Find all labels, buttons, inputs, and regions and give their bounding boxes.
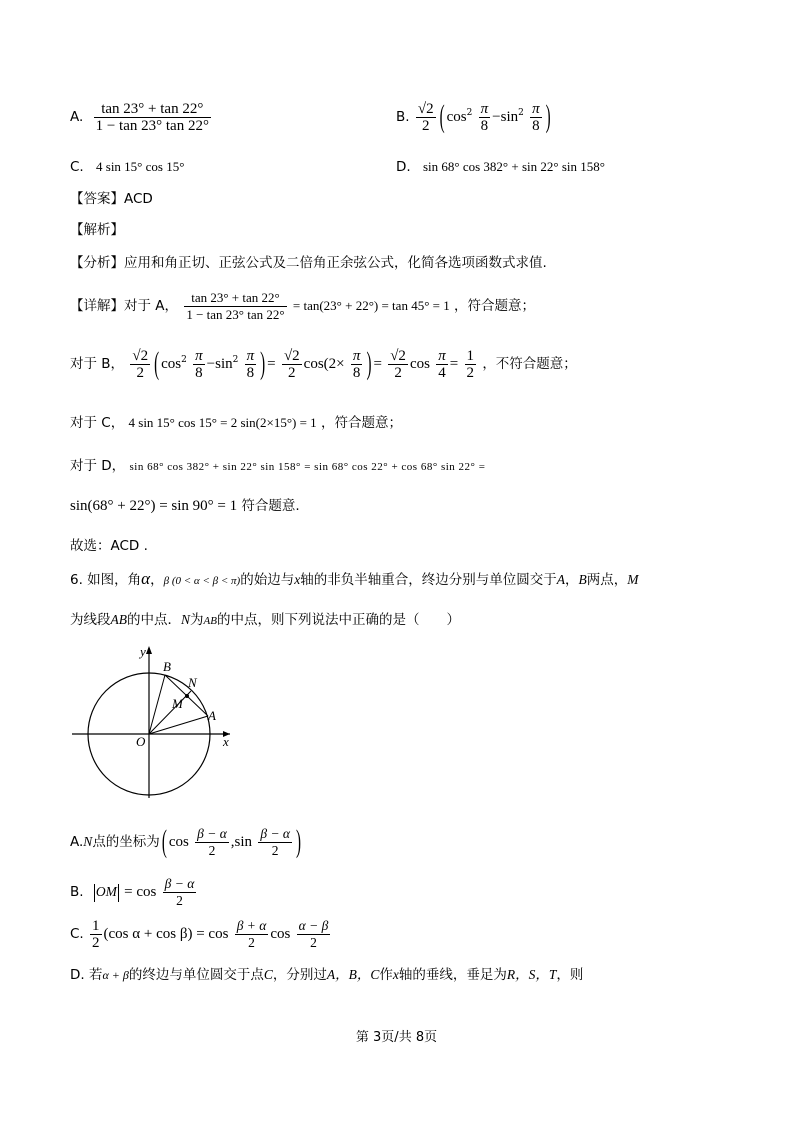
points-abc: A，B，C [326, 967, 380, 982]
option-label: D. 若 [70, 967, 103, 983]
segment-ab: AB [110, 612, 127, 627]
alpha-symbol: α [141, 569, 151, 588]
text: 的始边与 [240, 572, 295, 588]
om-vector: OM [95, 884, 117, 899]
choose-line: 故选：ACD . [70, 538, 148, 554]
beta-range: β (0 < α < β < π) [163, 575, 241, 587]
fraction: $\frac{\beta - \alpha}{2}$ [260, 826, 291, 858]
sin-fn: ,sin [230, 834, 253, 850]
pi-over-8: $\frac{\pi}{8}$ [246, 348, 255, 381]
sin-fn: sin [500, 109, 519, 125]
text: ， [150, 572, 164, 588]
coef-fraction: $\frac{√2}{2}$ [132, 348, 149, 381]
detail-b: 对于 B， $\frac{√2}{2}$ ( $\cos^2$ $\frac{\pi}{8}$ $-\sin^2$ $\frac{\pi}{8}$ ) = $\frac{√2}{2}$ cos(2× $\frac{\pi}{8}$ ) = $\frac{√2}{2}$ cos $\frac{\pi}{4}$ = $\frac{1}{2}$ ，不符合题意； [70, 347, 577, 382]
text: 的中点，则下列说法中正确的是（ ） [216, 612, 460, 628]
text: ，则 [556, 967, 584, 983]
answer-line [70, 190, 153, 208]
q5-option-b: B. $\frac{√2}{2}$ ( $\cos^2$ $\frac{\pi}{8}$ $-\sin^2$ $\frac{\pi}{8}$ ) [396, 101, 553, 134]
q6-stem-line2 [70, 611, 460, 630]
label-y: y [140, 644, 146, 659]
denominator: 2 [421, 118, 430, 134]
detail-d2-expr: sin(68° + 22°) = sin 90° = 1 [70, 498, 238, 514]
label-a: A [208, 708, 216, 723]
pi-over-4: $\frac{\pi}{4}$ [438, 348, 446, 381]
q6-stem-line1 [70, 570, 638, 590]
point-c: C [263, 967, 273, 982]
cos-fn: cos [270, 926, 291, 942]
text: ， [564, 572, 579, 588]
point-a: A [556, 572, 565, 587]
x-var: x [294, 572, 301, 587]
detail-d-line2 [70, 497, 300, 515]
option-label: C. [70, 159, 84, 175]
text: 的终边与单位圆交于点 [128, 967, 264, 983]
option-c-expr: 4 sin 15° cos 15° [96, 159, 185, 174]
q5-option-a [70, 101, 213, 134]
option-d-expr: sin 68° cos 382° + sin 22° sin 158° [422, 159, 605, 174]
detail-c-expr: 4 sin 15° cos 15° = 2 sin(2×15°) = 1 [128, 415, 317, 430]
fraction: $\frac{\beta - \alpha}{2}$ [164, 876, 195, 908]
detail-a-fraction [184, 290, 286, 323]
fraction: $\frac{\beta + \alpha}{2}$ [236, 918, 267, 950]
coef-fraction: $\frac{√2}{2}$ [390, 348, 406, 381]
label-o: O [136, 734, 146, 749]
analysis-text: 【分析】应用和角正切、正弦公式及二倍角正余弦公式，化简各选项函数式求值. [70, 255, 547, 271]
page-footer: 第 3页/共 8页 [355, 1030, 438, 1045]
feet-rst: R，S，T [506, 967, 557, 982]
denominator: 8 [480, 118, 489, 134]
fraction: $\frac{\beta - \alpha}{2}$ [197, 826, 227, 858]
detail-a [70, 290, 535, 323]
coef-fraction: $\frac{√2}{2}$ [283, 348, 300, 381]
text: 点的坐标为 [92, 834, 160, 850]
point-m: M [627, 572, 639, 587]
label-b: B [163, 659, 171, 674]
pi-over-8: $\frac{\pi}{8}$ [195, 348, 203, 381]
alpha-plus-beta: α + β [102, 968, 129, 982]
text: 为线段 [70, 612, 111, 628]
x-var: x [392, 967, 399, 982]
text: 6. 如图，角 [70, 572, 142, 588]
detail-prefix: 对于 B， [70, 356, 125, 372]
q6-option-b [70, 876, 198, 909]
numerator: π [480, 101, 489, 117]
q6-option-c [70, 918, 332, 951]
unit-circle-figure [70, 640, 250, 800]
option-label: A. [70, 834, 84, 850]
cos-fn: cos [168, 834, 189, 850]
denominator: 8 [532, 118, 540, 134]
paren: ) [545, 100, 551, 135]
one-half: $\frac{1}{2}$ [466, 348, 475, 381]
detail-a-suffix: ，符合题意； [454, 298, 536, 314]
detail-d-expr: sin 68° cos 382° + sin 22° sin 158° = sin 68° cos 22° + cos 68° sin 22° = [129, 461, 486, 473]
numerator: tan 23° + tan 22° [94, 101, 211, 118]
option-a-fraction [94, 101, 211, 134]
detail-d [70, 457, 485, 476]
detail-b-suffix: ，不符合题意； [482, 356, 577, 372]
numerator: tan 23° + tan 22° [184, 290, 286, 307]
text: 的中点． [127, 612, 181, 628]
numerator: π [532, 101, 540, 117]
point-n: N [181, 612, 191, 627]
q6-option-d [70, 966, 583, 984]
text: 两点， [586, 572, 628, 588]
text: 轴的垂线，垂足为 [398, 967, 507, 983]
y-axis-arrow-icon [146, 646, 152, 654]
minus: − [492, 109, 501, 125]
answer-value: ACD [124, 191, 153, 207]
q6-option-a: A.N点的坐标为 ( cos $\frac{\beta - \alpha}{2}$ ,sin $\frac{\beta - \alpha}{2}$ ) [70, 825, 302, 860]
detail-prefix: 对于 C， [70, 415, 125, 431]
answer-tag: 【答案】 [70, 191, 124, 207]
pi-over-8 [479, 101, 491, 134]
detail-prefix: 对于 D， [70, 458, 126, 474]
q5-option-c [70, 158, 184, 176]
text: 为 [190, 612, 204, 628]
option-label: B. [70, 884, 84, 900]
detail-prefix: 【详解】对于 A， [70, 298, 179, 314]
analysis-tag: 【解析】 [70, 222, 124, 238]
midpoint-m-dot [185, 694, 189, 698]
text: (cos α + cos β) = cos [103, 926, 229, 942]
label-n: N [188, 675, 197, 690]
text: 作 [379, 967, 393, 983]
detail-c-suffix: ，符合题意； [320, 415, 402, 431]
option-label: C. [70, 926, 84, 942]
numerator: √2 [417, 101, 434, 117]
q5-option-d [396, 158, 605, 176]
pi-over-8: $\frac{\pi}{8}$ [352, 348, 361, 381]
label-x: x [223, 734, 229, 749]
point-b: B [578, 572, 587, 587]
detail-c [70, 414, 402, 432]
point-n: N [83, 834, 93, 849]
option-label: A. [70, 109, 84, 125]
detail-d2-suffix: 符合题意. [241, 498, 300, 514]
option-label: B. [396, 109, 410, 125]
text: = cos [124, 884, 157, 900]
paren: ( [439, 100, 445, 135]
text: ，分别过 [272, 967, 327, 983]
pi-over-8 [530, 101, 542, 134]
cos-fn: cos [446, 109, 467, 125]
text: 轴的非负半轴重合，终边分别与单位圆交于 [300, 572, 557, 588]
arc-ab: AB [203, 615, 217, 627]
denominator: 1 − tan 23° tan 22° [186, 307, 285, 322]
fraction: $\frac{\alpha - \beta}{2}$ [298, 918, 329, 950]
one-half: $\frac{1}{2}$ [92, 918, 100, 951]
coef-fraction [416, 101, 436, 134]
label-m: M [172, 696, 183, 711]
detail-a-rest: = tan(23° + 22°) = tan 45° = 1 [292, 298, 450, 313]
option-label: D. [396, 159, 411, 175]
denominator: 1 − tan 23° tan 22° [95, 118, 209, 134]
detail-b-mid: cos(2× [303, 356, 345, 372]
